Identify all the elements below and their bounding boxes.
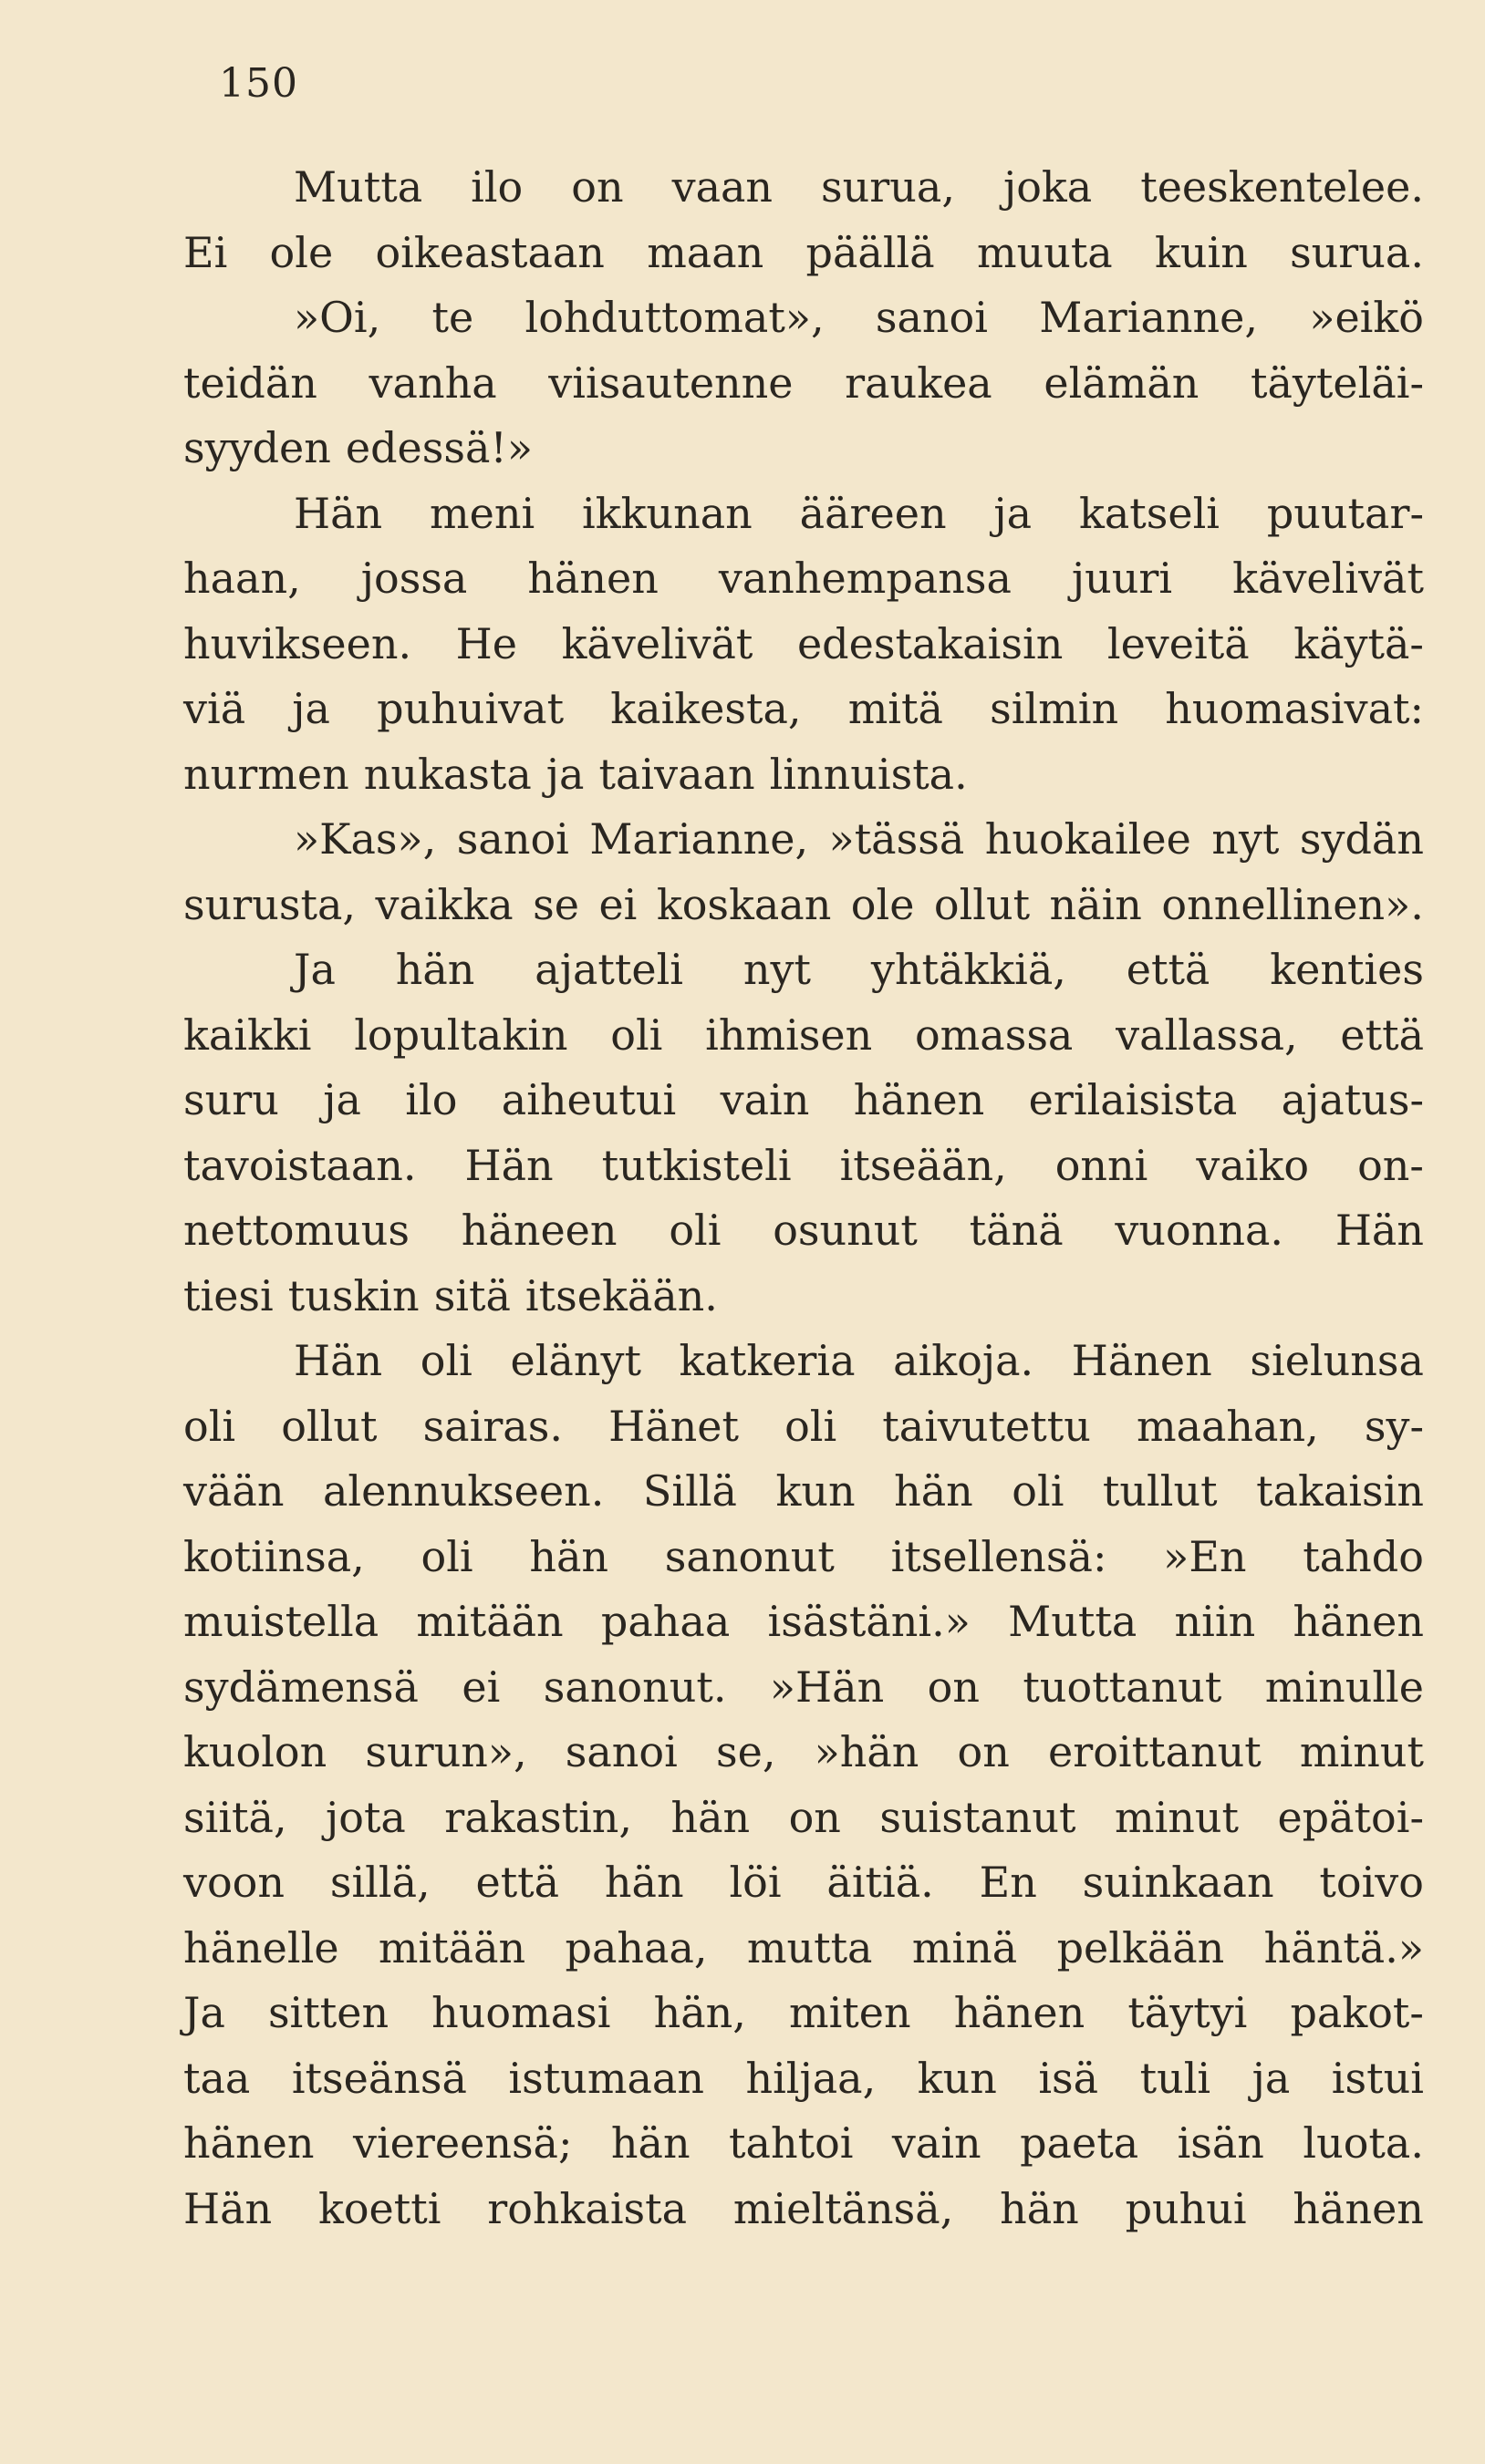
word: viä (183, 684, 246, 733)
word: syyden (183, 423, 331, 472)
word: epätoi- (1277, 1792, 1424, 1842)
word: hänen (953, 1988, 1085, 2037)
text-line (183, 612, 1424, 678)
word: itseänsä (291, 2053, 467, 2103)
word: ei (598, 879, 638, 929)
word: Ei (183, 227, 228, 277)
word: hän (529, 1531, 609, 1581)
word: tuskin (287, 1270, 420, 1320)
word: oikeastaan (375, 227, 605, 277)
word: surua, (821, 162, 955, 212)
word: aiheutui (501, 1075, 677, 1124)
word: hänen (183, 2118, 315, 2168)
word: kaikki (183, 1009, 312, 1060)
word: luota. (1303, 2118, 1424, 2168)
word: toivo (1319, 1858, 1424, 1907)
word: oli (420, 1336, 472, 1385)
text-line (183, 742, 1424, 808)
word: muistella (183, 1597, 379, 1646)
word: sanoi (456, 814, 569, 864)
word: taivutettu (882, 1401, 1091, 1451)
page-number: 150 (219, 60, 298, 107)
word: surun», (365, 1727, 527, 1776)
text-line (183, 1981, 1424, 2046)
word: surusta, (183, 879, 356, 929)
word: silmin (990, 684, 1119, 733)
word: rohkaista (487, 2183, 688, 2233)
word: sillä, (329, 1858, 431, 1907)
word: hänen (1293, 2183, 1424, 2233)
word: En (979, 1858, 1037, 1907)
word: pakot- (1290, 1988, 1424, 2037)
text-line (183, 481, 1424, 547)
word: hänen (853, 1075, 985, 1124)
text-line (183, 1850, 1424, 1916)
text-line (183, 1003, 1424, 1069)
word: »Kas», (294, 814, 437, 864)
text-line (183, 807, 1424, 873)
word: voon (183, 1858, 286, 1907)
word: ei (462, 1662, 501, 1712)
word: istui (1331, 2053, 1424, 2103)
text-line (183, 285, 1424, 351)
word: sanoi (565, 1727, 678, 1776)
word: taivaan (598, 749, 755, 799)
word: minä (911, 1922, 1018, 1972)
word: nukasta (363, 749, 532, 799)
word: tuli (1139, 2053, 1211, 2103)
word: surua. (1290, 227, 1424, 277)
text-line (183, 937, 1424, 1003)
text-line (183, 2111, 1424, 2177)
word: sielunsa (1250, 1336, 1424, 1385)
word: puutar- (1266, 488, 1424, 538)
text-line (183, 873, 1424, 938)
word: Hän (464, 1140, 554, 1190)
word: muuta (976, 227, 1113, 277)
word: nurmen (183, 749, 349, 799)
word: mitään (378, 1922, 526, 1972)
word: hän (395, 945, 475, 994)
word: äitiä. (826, 1858, 934, 1907)
word: ikkunan (582, 488, 753, 538)
word: alennukseen. (322, 1466, 605, 1516)
word: tiesi (183, 1270, 274, 1320)
word: eroittanut (1048, 1727, 1262, 1776)
word: siitä, (183, 1792, 287, 1842)
word: tutkisteli (601, 1140, 792, 1190)
word: ja (993, 488, 1033, 538)
word: omassa (914, 1009, 1074, 1060)
word: ja (323, 1075, 361, 1124)
text-line (183, 2046, 1424, 2112)
word: kuin (1154, 227, 1248, 277)
word: raukea (845, 357, 992, 408)
word: huokailee (984, 814, 1191, 864)
word: yhtäkkiä, (870, 945, 1066, 994)
word: hänen (527, 554, 659, 603)
word: kuolon (183, 1727, 327, 1776)
word: Mutta (1008, 1597, 1137, 1646)
word: haan, (183, 554, 301, 603)
text-line (183, 1786, 1424, 1851)
word: jossa (360, 554, 468, 603)
word: Hän (1334, 1206, 1424, 1255)
word: vaikka (375, 879, 514, 929)
word: sitten (267, 1988, 389, 2037)
word: oli (183, 1401, 236, 1451)
word: tahtoi (729, 2118, 854, 2168)
word: kävelivät (561, 618, 753, 668)
text-line (183, 546, 1424, 612)
word: maan (647, 227, 764, 277)
word: ja (1251, 2053, 1291, 2103)
word: suinkaan (1082, 1858, 1274, 1907)
word: kenties (1270, 945, 1424, 994)
word: Hänet (608, 1401, 739, 1451)
word: miten (788, 1988, 911, 2037)
word: ollut (933, 879, 1031, 929)
word: on (927, 1662, 980, 1712)
word: rakastin, (444, 1792, 633, 1842)
word: hän (604, 1858, 684, 1907)
word: itsekään. (524, 1270, 718, 1320)
word: oli (610, 1009, 663, 1060)
word: »Oi, (294, 293, 381, 342)
word: sydämensä (183, 1662, 419, 1712)
word: tavoistaan. (183, 1140, 417, 1190)
word: häneen (461, 1206, 618, 1255)
word: Ja (294, 945, 336, 994)
word: suru (183, 1075, 279, 1124)
word: aikoja. (893, 1336, 1034, 1385)
word: hän (894, 1466, 973, 1516)
word: on (571, 162, 624, 212)
word: ollut (281, 1401, 378, 1451)
text-line (183, 1329, 1424, 1394)
word: tuottanut (1023, 1662, 1222, 1712)
word: hiljaa, (745, 2053, 877, 2103)
word: teeskentelee. (1140, 162, 1424, 212)
word: Mutta (294, 162, 423, 212)
word: tullut (1102, 1466, 1218, 1516)
text-line (183, 416, 1424, 481)
word: huomasi (431, 1988, 611, 2037)
word: sairas. (422, 1401, 563, 1451)
word: hän (610, 2118, 691, 2168)
word: viisautenne (548, 357, 794, 408)
text-line (183, 221, 1424, 286)
word: koetti (317, 2183, 441, 2233)
word: Ja (183, 1988, 225, 2037)
word: vään (183, 1466, 285, 1516)
text-line (183, 1916, 1424, 1982)
word: Hän (183, 2183, 273, 2233)
word: ole (269, 227, 334, 277)
word: te (431, 293, 474, 342)
word: on (957, 1727, 1010, 1776)
word: taa (183, 2053, 251, 2103)
word: että (1126, 945, 1210, 994)
word: »En (1163, 1531, 1247, 1581)
word: jota (325, 1792, 406, 1842)
word: linnuista. (769, 749, 968, 799)
word: nettomuus (183, 1206, 410, 1255)
word: hän (670, 1792, 751, 1842)
word: Sillä (642, 1466, 737, 1516)
word: minut (1114, 1792, 1240, 1842)
word: »eikö (1309, 293, 1424, 342)
word: tahdo (1303, 1531, 1424, 1581)
word: »Hän (769, 1662, 885, 1712)
text-line (183, 2177, 1424, 2242)
word: erilaisista (1028, 1075, 1238, 1124)
word: teidän (183, 357, 317, 408)
word: leveitä (1106, 618, 1250, 668)
word: vain (720, 1075, 810, 1124)
word: oli (669, 1206, 722, 1255)
word: onnellinen». (1161, 879, 1424, 929)
text-line (183, 1198, 1424, 1264)
word: sy- (1364, 1401, 1424, 1451)
word: sydän (1299, 814, 1424, 864)
word: että (1340, 1009, 1424, 1060)
word: mutta (746, 1922, 873, 1972)
word: katkeria (679, 1336, 856, 1385)
word: kaikesta, (610, 684, 802, 733)
body-text (183, 155, 1424, 2241)
text-line (183, 1134, 1424, 1199)
word: oli (784, 1401, 837, 1451)
word: hän, (653, 1988, 746, 2037)
word: takaisin (1256, 1466, 1424, 1516)
text-line (183, 1720, 1424, 1786)
text-line (183, 1068, 1424, 1134)
word: isän (1177, 2118, 1264, 2168)
word: meni (430, 488, 535, 538)
word: puhuivat (377, 684, 565, 733)
word: nyt (742, 945, 811, 994)
word: ihmisen (705, 1009, 873, 1060)
word: istumaan (508, 2053, 704, 2103)
word: minulle (1264, 1662, 1424, 1712)
word: näin (1049, 879, 1142, 929)
text-line (183, 1459, 1424, 1525)
word: lopultakin (354, 1009, 568, 1060)
word: edestakaisin (796, 618, 1064, 668)
word: löi (729, 1858, 782, 1907)
word: puhui (1125, 2183, 1247, 2233)
word: ajatus- (1281, 1075, 1424, 1124)
word: oli (421, 1531, 473, 1581)
word: on- (1357, 1140, 1424, 1190)
word: ilo (471, 162, 524, 212)
word: Hänen (1071, 1336, 1212, 1385)
word: se, (715, 1727, 776, 1776)
word: itseään, (839, 1140, 1007, 1190)
word: huomasivat: (1165, 684, 1424, 733)
word: ja (545, 749, 585, 799)
text-line (183, 155, 1424, 221)
word: tänä (969, 1206, 1064, 1255)
word: elämän (1044, 357, 1199, 408)
word: pelkään (1056, 1922, 1225, 1972)
word: kun (775, 1466, 856, 1516)
word: vanhempansa (718, 554, 1012, 603)
word: vaan (671, 162, 774, 212)
text-line (183, 1264, 1424, 1330)
word: nyt (1211, 814, 1280, 864)
word: täyteläi- (1251, 357, 1424, 408)
text-line (183, 1655, 1424, 1721)
word: Hän (294, 488, 383, 538)
text-line (183, 1525, 1424, 1590)
word: onni (1054, 1140, 1148, 1190)
word: että (475, 1858, 560, 1907)
word: Marianne, (589, 814, 809, 864)
word: ja (292, 684, 330, 733)
word: katseli (1078, 488, 1220, 538)
word: kotiinsa, (183, 1531, 365, 1581)
word: lohduttomat», (524, 293, 825, 342)
word: se (533, 879, 580, 929)
word: käytä- (1293, 618, 1424, 668)
word: »tässä (828, 814, 965, 864)
word: vanha (369, 357, 497, 408)
word: kävelivät (1232, 554, 1424, 603)
word: »hän (814, 1727, 919, 1776)
word: isä (1038, 2053, 1099, 2103)
word: sitä (433, 1270, 511, 1320)
word: pahaa (600, 1597, 731, 1646)
word: sanonut (664, 1531, 835, 1581)
word: mieltänsä, (732, 2183, 954, 2233)
word: viereensä; (352, 2118, 573, 2168)
word: hänen (1293, 1597, 1424, 1646)
word: Marianne, (1039, 293, 1259, 342)
word: häntä.» (1263, 1922, 1424, 1972)
word: juuri (1071, 554, 1173, 603)
word: sanonut. (543, 1662, 727, 1712)
word: oli (1012, 1466, 1064, 1516)
word: He (455, 618, 518, 668)
word: niin (1174, 1597, 1256, 1646)
word: joka (1002, 162, 1093, 212)
word: edessä!» (345, 423, 534, 472)
word: mitään (416, 1597, 564, 1646)
word: kun (917, 2053, 997, 2103)
word: on (788, 1792, 841, 1842)
word: suistanut (879, 1792, 1076, 1842)
text-line (183, 351, 1424, 417)
word: vallassa, (1116, 1009, 1298, 1060)
word: ääreen (799, 488, 947, 538)
word: pahaa, (565, 1922, 708, 1972)
word: elänyt (510, 1336, 641, 1385)
word: itsellensä: (890, 1531, 1107, 1581)
word: päällä (805, 227, 935, 277)
word: hän (1000, 2183, 1079, 2233)
word: koskaan (656, 879, 832, 929)
word: ajatteli (535, 945, 684, 994)
text-line (183, 677, 1424, 742)
word: hänelle (183, 1922, 339, 1972)
word: täytyi (1127, 1988, 1248, 2037)
word: mitä (847, 684, 943, 733)
word: vuonna. (1115, 1206, 1284, 1255)
word: maahan, (1136, 1401, 1319, 1451)
word: ilo (405, 1075, 458, 1124)
word: vaiko (1196, 1140, 1310, 1190)
word: osunut (773, 1206, 918, 1255)
word: vain (891, 2118, 981, 2168)
text-line (183, 1394, 1424, 1460)
word: isästäni.» (767, 1597, 971, 1646)
word: ole (850, 879, 915, 929)
word: huvikseen. (183, 618, 412, 668)
word: Hän (294, 1336, 383, 1385)
text-line (183, 1589, 1424, 1655)
word: paeta (1020, 2118, 1139, 2168)
word: sanoi (875, 293, 988, 342)
word: minut (1299, 1727, 1424, 1776)
